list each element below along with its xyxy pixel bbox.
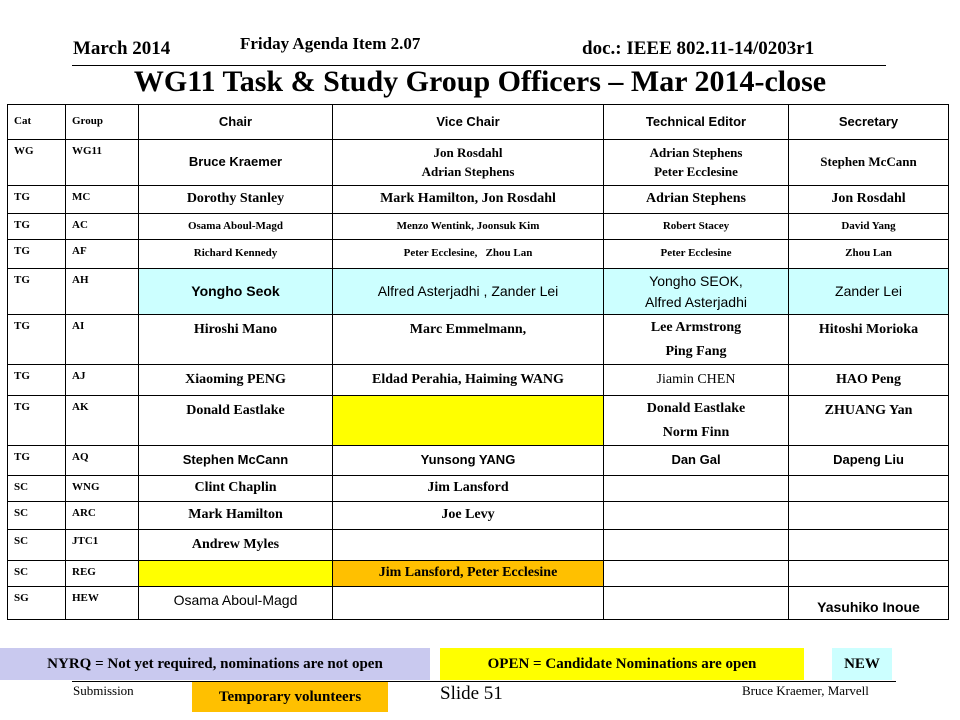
header-agenda-item: Friday Agenda Item 2.07 (240, 34, 421, 53)
cell-technical-editor: Peter Ecclesine (604, 240, 789, 269)
legend-nyrq: NYRQ = Not yet required, nominations are not open (0, 648, 430, 680)
cell-technical-editor (604, 269, 789, 315)
editor-line: Ping Fang (665, 343, 727, 359)
footer-submission: Submission (73, 683, 134, 698)
cell-secretary: ZHUANG Yan (789, 396, 949, 446)
cell-secretary: Stephen McCann (789, 140, 949, 186)
cell-group: REG (66, 561, 139, 587)
cell-secretary: Zhou Lan (789, 240, 949, 269)
cell-group: AI (66, 315, 139, 365)
cell-chair: Yongho Seok (139, 269, 333, 315)
cell-technical-editor (604, 396, 789, 446)
editor-line: Adrian Stephens (649, 144, 743, 160)
editor-line: Alfred Asterjadhi (645, 293, 747, 310)
table-row (8, 502, 949, 530)
cell-group: ARC (66, 502, 139, 530)
slide-title: WG11 Task & Study Group Officers – Mar 2014-close (133, 65, 827, 98)
footer-author: Bruce Kraemer, Marvell (742, 683, 869, 698)
cell-group: AH (66, 269, 139, 315)
table-row (8, 587, 949, 620)
cell-chair: Osama Aboul-Magd (139, 587, 333, 620)
cell-group: AQ (66, 446, 139, 476)
table-row (8, 365, 949, 396)
cell-cat: WG (8, 140, 66, 186)
table-row (8, 186, 949, 214)
table-row (8, 269, 949, 315)
header-date: March 2014 (73, 38, 171, 59)
cell-technical-editor (604, 315, 789, 365)
cell-secretary: HAO Peng (789, 365, 949, 396)
cell-vice-chair (333, 140, 604, 186)
cell-group: AC (66, 214, 139, 240)
vice-chair-line: Jon Rosdahl (433, 144, 503, 160)
cell-vice-chair: Menzo Wentink, Joonsuk Kim (333, 214, 604, 240)
cell-vice-chair: Yunsong YANG (333, 446, 604, 476)
cell-group: WNG (66, 476, 139, 502)
cell-vice-chair (333, 587, 604, 620)
legend-temporary-volunteers: Temporary volunteers (192, 682, 388, 712)
col-header-secretary: Secretary (789, 105, 949, 140)
cell-vice-chair (333, 530, 604, 561)
cell-secretary: Dapeng Liu (789, 446, 949, 476)
cell-chair: Bruce Kraemer (139, 140, 333, 186)
cell-vice-chair: Joe Levy (333, 502, 604, 530)
cell-cat: TG (8, 315, 66, 365)
cell-vice-chair: Eldad Perahia, Haiming WANG (333, 365, 604, 396)
table-row (8, 446, 949, 476)
cell-secretary: Hitoshi Morioka (789, 315, 949, 365)
cell-chair: Osama Aboul-Magd (139, 214, 333, 240)
col-header-vice-chair: Vice Chair (333, 105, 604, 140)
cell-chair: Richard Kennedy (139, 240, 333, 269)
cell-technical-editor: Jiamin CHEN (604, 365, 789, 396)
cell-technical-editor: Adrian Stephens (604, 186, 789, 214)
cell-technical-editor (604, 530, 789, 561)
editor-line: Lee Armstrong (650, 319, 742, 335)
cell-group: WG11 (66, 140, 139, 186)
cell-secretary: David Yang (789, 214, 949, 240)
cell-secretary: Zander Lei (789, 269, 949, 315)
cell-chair: Dorothy Stanley (139, 186, 333, 214)
cell-cat: SC (8, 530, 66, 561)
cell-cat: SC (8, 561, 66, 587)
table-row (8, 315, 949, 365)
cell-group: HEW (66, 587, 139, 620)
cell-chair: Donald Eastlake (139, 396, 333, 446)
cell-technical-editor (604, 587, 789, 620)
cell-secretary (789, 502, 949, 530)
cell-secretary: Yasuhiko Inoue (789, 587, 949, 620)
cell-technical-editor (604, 140, 789, 186)
cell-group: MC (66, 186, 139, 214)
cell-technical-editor (604, 476, 789, 502)
legend-new: NEW (832, 648, 892, 680)
table-row (8, 396, 949, 446)
cell-cat: SC (8, 502, 66, 530)
cell-chair: Clint Chaplin (139, 476, 333, 502)
vice-chair-line: Adrian Stephens (421, 163, 515, 179)
cell-vice-chair: Mark Hamilton, Jon Rosdahl (333, 186, 604, 214)
cell-cat: TG (8, 365, 66, 396)
cell-technical-editor (604, 561, 789, 587)
table-row (8, 140, 949, 186)
cell-group: AF (66, 240, 139, 269)
cell-chair: Andrew Myles (139, 530, 333, 561)
cell-group: AK (66, 396, 139, 446)
cell-cat: SC (8, 476, 66, 502)
cell-group: JTC1 (66, 530, 139, 561)
table-row (8, 561, 949, 587)
cell-vice-chair: Peter Ecclesine, Zhou Lan (333, 240, 604, 269)
editor-line: Yongho SEOK, (649, 273, 743, 290)
officers-table (7, 104, 949, 620)
cell-chair-open (139, 561, 333, 587)
cell-chair: Xiaoming PENG (139, 365, 333, 396)
cell-cat: TG (8, 186, 66, 214)
table-row (8, 476, 949, 502)
header-document-id: doc.: IEEE 802.11-14/0203r1 (582, 38, 815, 59)
editor-line: Donald Eastlake (646, 400, 746, 416)
col-header-chair: Chair (139, 105, 333, 140)
cell-secretary (789, 530, 949, 561)
editor-line: Peter Ecclesine (654, 163, 738, 179)
footer-slide-number: Slide 51 (440, 683, 503, 704)
cell-cat: SG (8, 587, 66, 620)
table-row (8, 214, 949, 240)
col-header-cat: Cat (8, 105, 66, 140)
cell-secretary (789, 561, 949, 587)
cell-cat: TG (8, 269, 66, 315)
cell-vice-chair-open (333, 396, 604, 446)
table-row (8, 530, 949, 561)
cell-cat: TG (8, 396, 66, 446)
editor-line: Norm Finn (662, 424, 730, 440)
cell-secretary: Jon Rosdahl (789, 186, 949, 214)
col-header-group: Group (66, 105, 139, 140)
table-row (8, 240, 949, 269)
cell-technical-editor (604, 502, 789, 530)
cell-technical-editor: Robert Stacey (604, 214, 789, 240)
cell-chair: Mark Hamilton (139, 502, 333, 530)
cell-group: AJ (66, 365, 139, 396)
cell-vice-chair-temporary: Jim Lansford, Peter Ecclesine (333, 561, 604, 587)
cell-cat: TG (8, 214, 66, 240)
cell-cat: TG (8, 446, 66, 476)
table-header-row (8, 105, 949, 140)
col-header-technical-editor: Technical Editor (604, 105, 789, 140)
cell-chair: Stephen McCann (139, 446, 333, 476)
cell-secretary (789, 476, 949, 502)
cell-cat: TG (8, 240, 66, 269)
cell-technical-editor: Dan Gal (604, 446, 789, 476)
legend-open: OPEN = Candidate Nominations are open (440, 648, 804, 680)
cell-vice-chair: Jim Lansford (333, 476, 604, 502)
cell-chair: Hiroshi Mano (139, 315, 333, 365)
cell-vice-chair: Alfred Asterjadhi , Zander Lei (333, 269, 604, 315)
cell-vice-chair: Marc Emmelmann, (333, 315, 604, 365)
